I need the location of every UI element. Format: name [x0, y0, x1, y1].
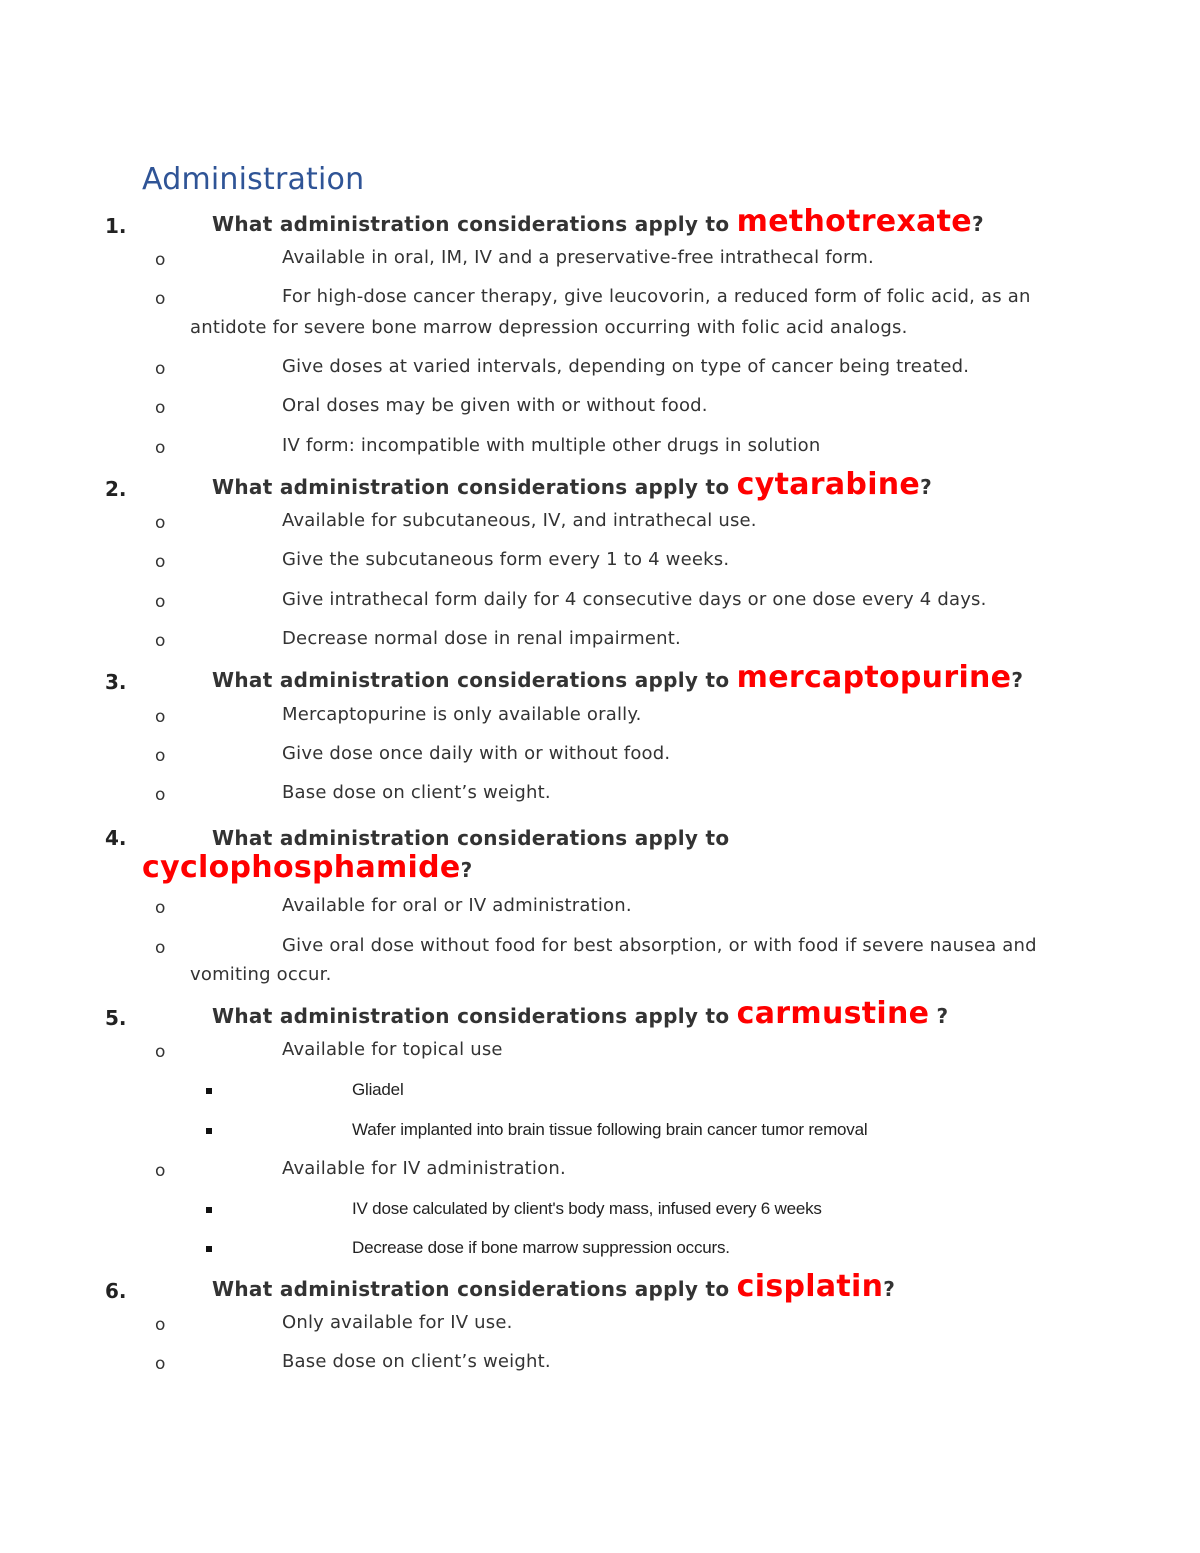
question-mark: ?	[460, 858, 473, 882]
question-number: 6.	[105, 1279, 127, 1303]
question-mark: ?	[929, 1004, 949, 1028]
sub-list-item: Wafer implanted into brain tissue following brain cancer tumor removal	[352, 1120, 868, 1139]
circle-bullet-icon: o	[155, 513, 166, 533]
circle-bullet-icon: o	[155, 438, 166, 458]
question-prefix: What administration considerations apply to	[212, 1004, 730, 1028]
circle-bullet-icon: o	[155, 552, 166, 572]
drug-name: carmustine	[736, 996, 930, 1031]
question-prefix: What administration considerations apply to	[212, 212, 730, 236]
circle-bullet-icon: o	[155, 707, 166, 727]
question-heading-continuation	[142, 850, 472, 885]
circle-bullet-icon: o	[155, 359, 166, 379]
drug-name: methotrexate	[736, 204, 972, 239]
circle-bullet-icon: o	[155, 250, 166, 270]
question-heading	[212, 467, 932, 502]
list-item: For high-dose cancer therapy, give leucovorin, a reduced form of folic acid, as an	[282, 286, 1031, 307]
list-item: Base dose on client’s weight.	[282, 782, 551, 803]
list-item: Give dose once daily with or without food.	[282, 743, 671, 764]
list-item: Give oral dose without food for best absorption, or with food if severe nausea and	[282, 935, 1037, 956]
question-heading	[212, 204, 984, 239]
question-mark: ?	[883, 1277, 896, 1301]
question-number: 4.	[105, 826, 127, 850]
list-item: Give doses at varied intervals, depending on type of cancer being treated.	[282, 356, 970, 377]
list-item: Available in oral, IM, IV and a preservative-free intrathecal form.	[282, 247, 874, 268]
question-mark: ?	[971, 212, 984, 236]
circle-bullet-icon: o	[155, 289, 166, 309]
circle-bullet-icon: o	[155, 938, 166, 958]
list-item: Available for oral or IV administration.	[282, 895, 632, 916]
question-heading: What administration considerations apply to	[212, 826, 730, 850]
question-heading	[212, 660, 1023, 695]
list-item: Mercaptopurine is only available orally.	[282, 704, 642, 725]
circle-bullet-icon: o	[155, 746, 166, 766]
circle-bullet-icon: o	[155, 398, 166, 418]
list-item: Give the subcutaneous form every 1 to 4 weeks.	[282, 549, 730, 570]
question-prefix: What administration considerations apply to	[212, 475, 730, 499]
list-item: Give intrathecal form daily for 4 consecutive days or one dose every 4 days.	[282, 589, 987, 610]
question-number: 3.	[105, 670, 127, 694]
sub-list-item: Gliadel	[352, 1080, 404, 1099]
sub-list-item: Decrease dose if bone marrow suppression occurs.	[352, 1238, 730, 1257]
drug-name: mercaptopurine	[736, 660, 1012, 695]
circle-bullet-icon: o	[155, 631, 166, 651]
question-heading	[212, 1269, 895, 1304]
circle-bullet-icon: o	[155, 1315, 166, 1335]
drug-name: cisplatin	[736, 1269, 884, 1304]
list-item-continuation: antidote for severe bone marrow depression occurring with folic acid analogs.	[190, 317, 908, 338]
square-bullet-icon	[206, 1128, 212, 1134]
question-number: 5.	[105, 1006, 127, 1030]
list-item-continuation: vomiting occur.	[190, 964, 332, 985]
question-number: 1.	[105, 214, 127, 238]
circle-bullet-icon: o	[155, 592, 166, 612]
question-prefix: What administration considerations apply to	[212, 1277, 730, 1301]
sub-list-item: IV dose calculated by client's body mass, infused every 6 weeks	[352, 1199, 822, 1218]
question-number: 2.	[105, 477, 127, 501]
circle-bullet-icon: o	[155, 1354, 166, 1374]
list-item: Base dose on client’s weight.	[282, 1351, 551, 1372]
question-heading	[212, 996, 948, 1031]
list-item: Available for topical use	[282, 1039, 503, 1060]
circle-bullet-icon: o	[155, 898, 166, 918]
list-item: Oral doses may be given with or without food.	[282, 395, 708, 416]
list-item: IV form: incompatible with multiple other drugs in solution	[282, 435, 821, 456]
question-mark: ?	[920, 475, 932, 499]
square-bullet-icon	[206, 1207, 212, 1213]
question-prefix: What administration considerations apply to	[212, 668, 730, 692]
square-bullet-icon	[206, 1088, 212, 1094]
list-item: Decrease normal dose in renal impairment.	[282, 628, 681, 649]
drug-name: cyclophosphamide	[142, 850, 461, 885]
list-item: Available for subcutaneous, IV, and intrathecal use.	[282, 510, 757, 531]
page-title: Administration	[142, 162, 365, 197]
drug-name: cytarabine	[736, 467, 921, 502]
circle-bullet-icon: o	[155, 785, 166, 805]
square-bullet-icon	[206, 1246, 212, 1252]
question-mark: ?	[1011, 668, 1024, 692]
circle-bullet-icon: o	[155, 1042, 166, 1062]
list-item: Only available for IV use.	[282, 1312, 513, 1333]
circle-bullet-icon: o	[155, 1161, 166, 1181]
list-item: Available for IV administration.	[282, 1158, 566, 1179]
